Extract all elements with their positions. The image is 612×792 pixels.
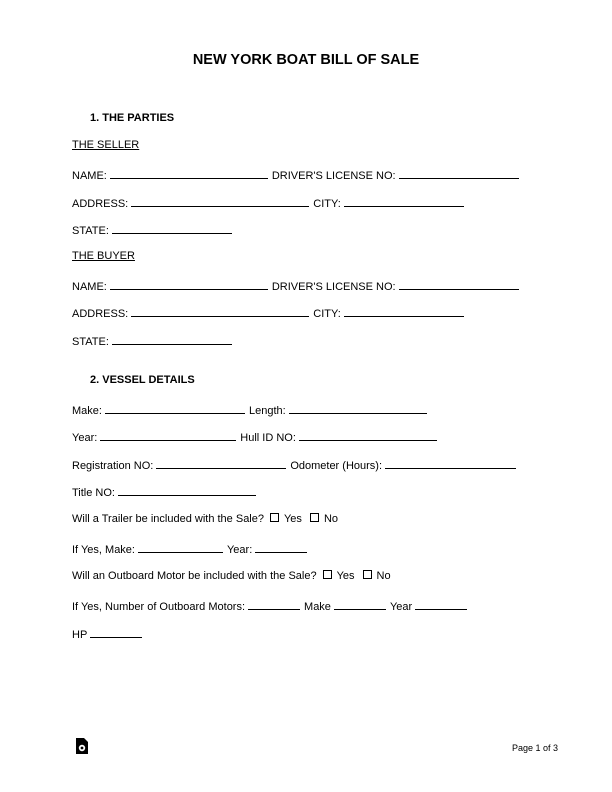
buyer-address-label: ADDRESS: [72,308,129,320]
motor-no-label: No [376,570,391,582]
seller-name-field[interactable] [110,167,268,179]
length-label: Length: [248,405,286,417]
trailer-yes-checkbox[interactable] [270,513,279,522]
trailer-no-label: No [323,513,338,525]
trailer-question-label: Will a Trailer be included with the Sale? [72,513,264,525]
seller-state-field[interactable] [112,222,232,234]
length-field[interactable] [289,402,427,414]
seller-city-label: CITY: [313,198,341,210]
buyer-state-label: STATE: [72,336,109,348]
motor-make-label: Make [304,601,331,613]
buyer-name-row [72,278,523,293]
year-label: Year: [72,432,98,444]
seller-address-row [72,195,468,210]
seller-license-label: DRIVER'S LICENSE NO: [271,170,396,182]
motor-question-row [72,570,393,582]
trailer-yes-label: Yes [283,513,302,525]
seller-state-row [72,222,236,237]
year-hull-row [72,429,441,444]
seller-address-label: ADDRESS: [72,198,129,210]
seller-label: THE SELLER [72,139,140,151]
seller-license-field[interactable] [399,167,519,179]
page-number: Page 1 of 3 [511,743,558,753]
motor-count-label: If Yes, Number of Outboard Motors: [72,601,246,613]
parties-heading: 1. THE PARTIES [90,112,175,124]
hp-field[interactable] [90,626,142,638]
buyer-name-field[interactable] [110,278,268,290]
buyer-state-row [72,333,236,348]
seller-state-label: STATE: [72,225,109,237]
brand-logo-icon [75,738,89,754]
trailer-make-field[interactable] [138,541,223,553]
buyer-state-field[interactable] [112,333,232,345]
motor-yes-label: Yes [336,570,355,582]
buyer-name-label: NAME: [72,281,107,293]
title-no-row [72,484,260,499]
hull-id-field[interactable] [299,429,437,441]
registration-odometer-row [72,457,520,472]
buyer-license-label: DRIVER'S LICENSE NO: [271,281,396,293]
motor-year-field[interactable] [415,598,467,610]
registration-field[interactable] [156,457,286,469]
hp-row [72,626,146,641]
seller-city-field[interactable] [344,195,464,207]
buyer-city-field[interactable] [344,305,464,317]
motor-no-checkbox[interactable] [363,570,372,579]
motor-count-field[interactable] [248,598,300,610]
title-no-field[interactable] [118,484,256,496]
buyer-label: THE BUYER [72,250,135,262]
make-label: Make: [72,405,102,417]
hp-label: HP [72,629,88,641]
make-field[interactable] [105,402,245,414]
motor-details-row [72,598,471,613]
motor-year-label: Year [389,601,413,613]
document-title: NEW YORK BOAT BILL OF SALE [192,52,420,68]
trailer-no-checkbox[interactable] [310,513,319,522]
trailer-year-field[interactable] [255,541,307,553]
hull-id-label: Hull ID NO: [240,432,296,444]
trailer-question-row [72,513,340,525]
buyer-address-field[interactable] [131,305,309,317]
buyer-license-field[interactable] [399,278,519,290]
registration-label: Registration NO: [72,460,154,472]
vessel-heading: 2. VESSEL DETAILS [90,374,195,386]
trailer-details-row [72,541,311,556]
title-no-label: Title NO: [72,487,115,499]
motor-make-field[interactable] [334,598,386,610]
seller-name-label: NAME: [72,170,107,182]
trailer-make-label: If Yes, Make: [72,544,135,556]
motor-yes-checkbox[interactable] [323,570,332,579]
year-field[interactable] [100,429,236,441]
trailer-year-label: Year: [226,544,253,556]
odometer-field[interactable] [385,457,516,469]
motor-question-label: Will an Outboard Motor be included with the Sale? [72,570,317,582]
buyer-city-label: CITY: [313,308,341,320]
buyer-address-row [72,305,468,320]
seller-address-field[interactable] [131,195,309,207]
make-length-row [72,402,431,417]
odometer-label: Odometer (Hours): [290,460,383,472]
seller-name-row [72,167,523,182]
